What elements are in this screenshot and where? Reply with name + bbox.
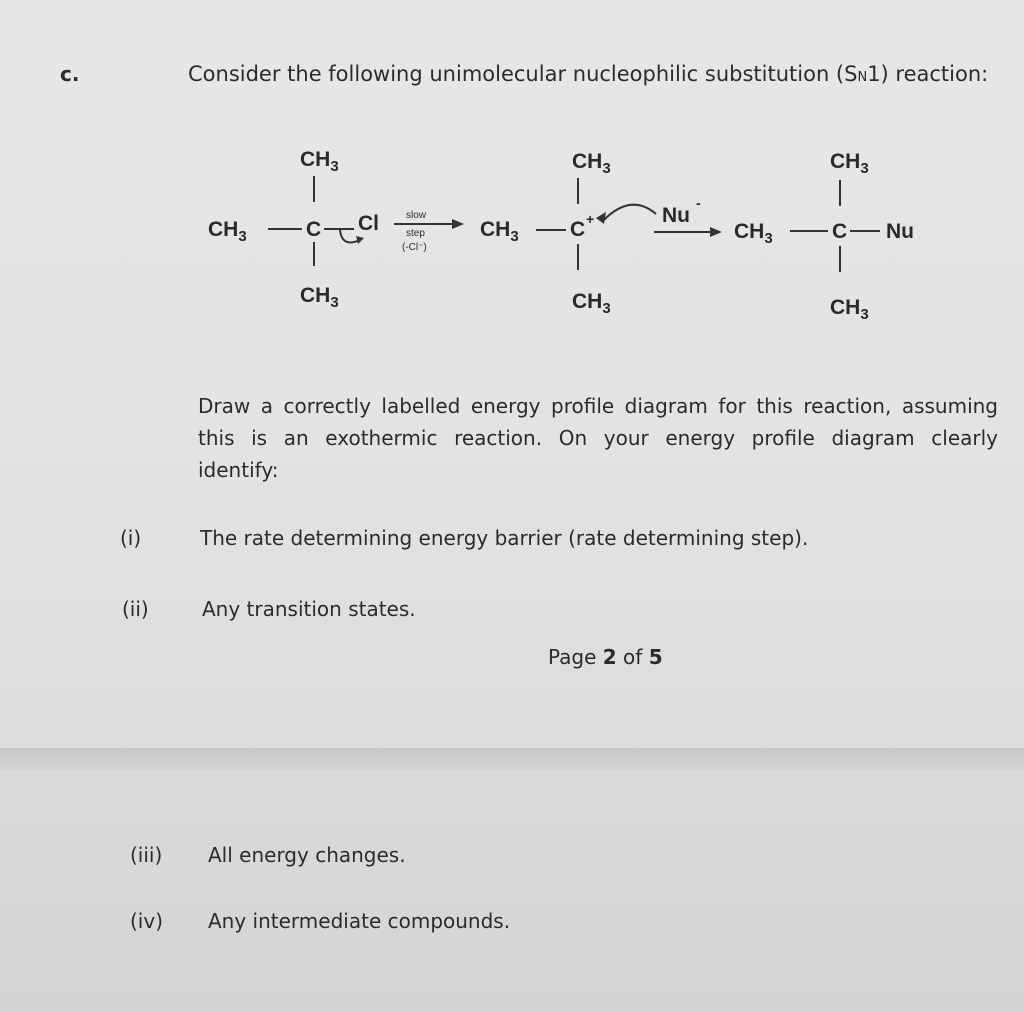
carbocation-intermediate: [480, 150, 656, 317]
instructions-line-2: this is an exothermic reaction. On your energy profile diagram clearly: [198, 426, 998, 450]
svg-text:C: [306, 218, 321, 241]
item-text-iii: All energy changes.: [208, 843, 406, 867]
product-left-group: $CH_3$: [734, 220, 773, 247]
intermediate-charge: +: [586, 211, 595, 227]
nucleophile-label: Nu: [662, 204, 690, 227]
item-text-i: The rate determining energy barrier (rate determining step).: [200, 526, 809, 550]
svg-text:Nu: [662, 204, 690, 227]
intermediate-bottom-group: $CH_3$: [572, 290, 611, 317]
intermediate-top-group: $CH_3$: [572, 150, 611, 177]
svg-text:step: [406, 228, 425, 239]
product-molecule: [734, 150, 914, 323]
step1-label-mid: step: [406, 228, 425, 239]
reaction-scheme: [190, 130, 950, 330]
step1-label-top: slow: [406, 210, 427, 221]
page-prefix: Page: [548, 645, 603, 669]
reactant-top-group: $CH_3$: [300, 148, 339, 175]
step1-label-bottom: (-Cl⁻): [402, 242, 427, 253]
reactant-left-group: $CH_3$: [208, 218, 247, 245]
svg-text:+: [586, 211, 594, 227]
page-number: [548, 645, 663, 669]
product-nucleophile-group: Nu: [886, 220, 914, 243]
slow-step-arrow: [394, 210, 464, 253]
svg-text:CH3: [734, 220, 773, 247]
svg-text:Nu: [886, 220, 914, 243]
svg-text:CH3: [480, 218, 519, 245]
item-text-iv: Any intermediate compounds.: [208, 909, 511, 933]
part-label: c.: [60, 62, 80, 86]
item-text-ii: Any transition states.: [202, 597, 416, 621]
instructions-paragraph: [198, 390, 998, 486]
product-top-group: $CH_3$: [830, 150, 869, 177]
svg-text:CH3: [572, 150, 611, 177]
svg-text:CH3: [830, 296, 869, 323]
intermediate-center-atom: C: [570, 218, 586, 241]
nucleophile-charge: -: [696, 195, 701, 211]
svg-text:CH3: [208, 218, 247, 245]
prompt-text-b: 1) reaction:: [867, 62, 989, 86]
page-lower: [0, 770, 1024, 1012]
svg-text:Cl: [358, 212, 379, 235]
item-label-i: (i): [120, 526, 142, 550]
product-bottom-group: $CH_3$: [830, 296, 869, 323]
svg-text:CH3: [830, 150, 869, 177]
svg-text:C: [570, 218, 585, 241]
reactant-leaving-group: Cl: [358, 212, 379, 235]
reactant-bottom-group: $CH_3$: [300, 284, 339, 311]
prompt-subscript: N: [857, 70, 868, 85]
svg-text:CH3: [300, 148, 339, 175]
item-label-ii: (ii): [122, 597, 149, 621]
nucleophile-attack-arrow: [654, 195, 722, 237]
svg-text:CH3: [300, 284, 339, 311]
intermediate-left-group: $CH_3$: [480, 218, 519, 245]
reactant-molecule: [208, 148, 379, 311]
svg-text:(-Cl⁻): [402, 242, 427, 253]
svg-text:-: [696, 195, 701, 211]
svg-text:CH3: [572, 290, 611, 317]
prompt-text-a: Consider the following unimolecular nucleophilic substitution (S: [188, 62, 858, 86]
instructions-line-3: identify:: [198, 458, 279, 482]
reactant-center-atom: C: [306, 218, 322, 241]
page-total: 5: [648, 645, 663, 669]
question-prompt: [188, 62, 988, 86]
page-divider: [0, 748, 1024, 770]
instructions-line-1: Draw a correctly labelled energy profile diagram for this reaction, assuming: [198, 394, 998, 418]
page-middle: of: [616, 645, 649, 669]
svg-text:slow: [406, 210, 427, 221]
item-label-iv: (iv): [130, 909, 163, 933]
item-label-iii: (iii): [130, 843, 163, 867]
page-current: 2: [602, 645, 617, 669]
product-center-atom: C: [832, 220, 848, 243]
svg-text:C: [832, 220, 847, 243]
